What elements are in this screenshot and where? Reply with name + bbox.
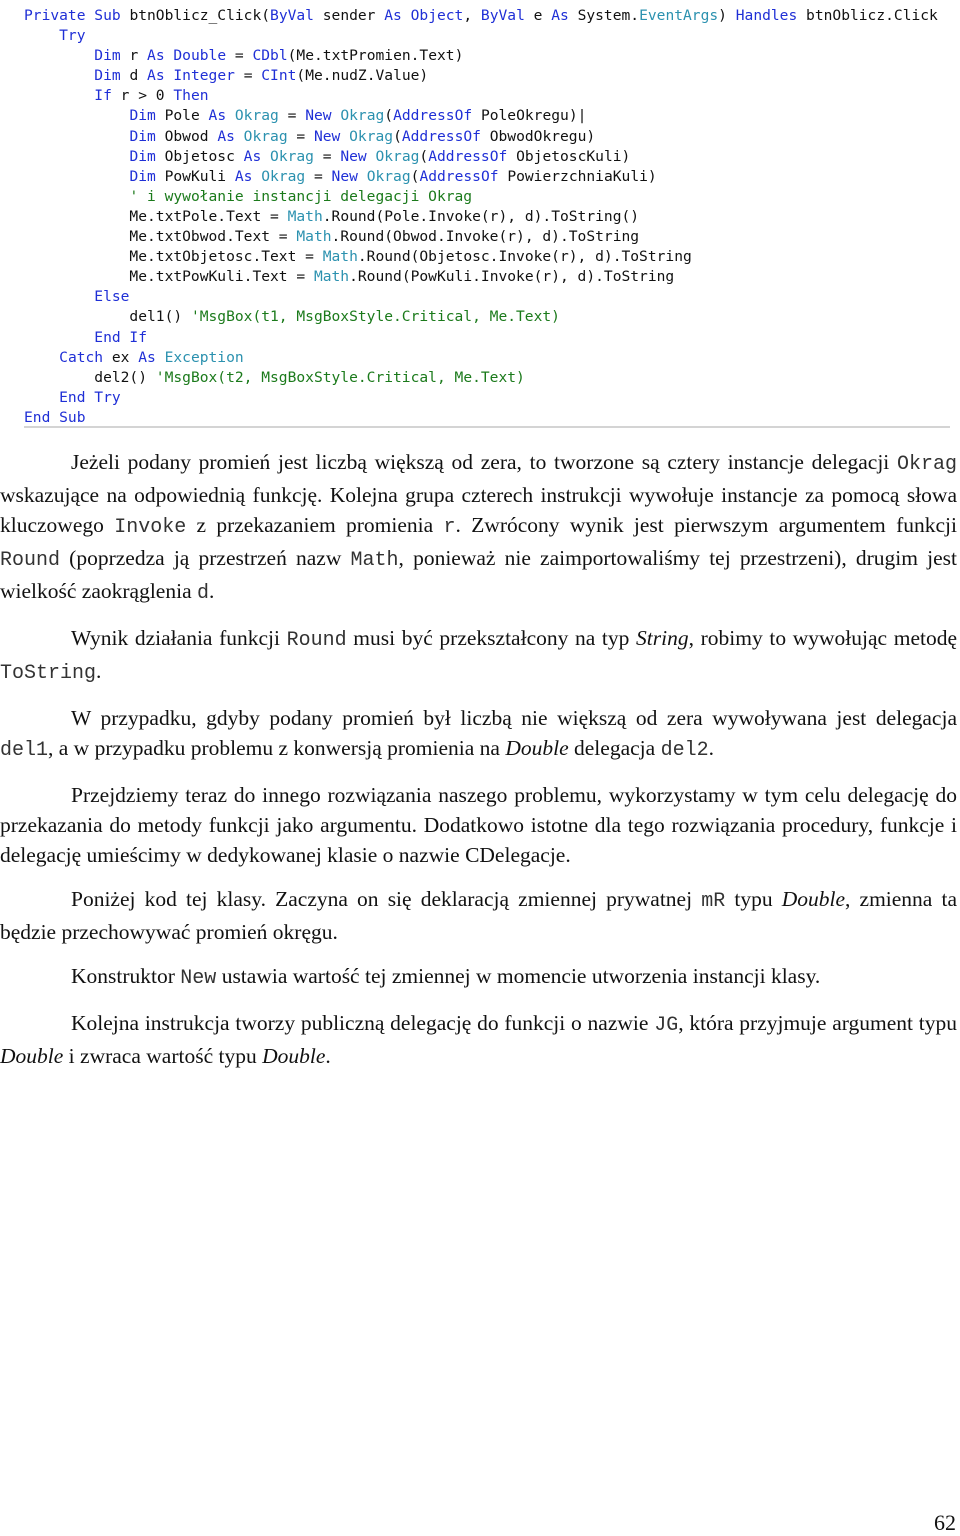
text-run: . — [96, 659, 102, 683]
code-token: ex — [111, 348, 139, 366]
code-token: Try — [24, 27, 86, 45]
inline-code: Okrag — [896, 453, 957, 476]
code-line — [24, 66, 954, 86]
code-token: If — [94, 87, 121, 105]
code-line — [24, 328, 954, 348]
code-token: System. — [577, 7, 640, 24]
text-run: , a w przypadku problemu z konwersją promienia na — [48, 736, 506, 760]
paragraph — [0, 961, 957, 994]
code-token: r — [129, 47, 148, 65]
text-run: typu — [725, 887, 782, 911]
text-run: (poprzedza ją przestrzeń nazw — [60, 546, 351, 570]
code-token: Exception — [164, 348, 244, 366]
code-token: As — [217, 127, 244, 145]
code-token: New — [305, 107, 341, 125]
text-run: . — [708, 736, 714, 760]
code-token: Dim — [129, 167, 165, 185]
code-token: sender — [322, 7, 385, 24]
code-token: = — [234, 47, 253, 65]
code-token: d — [129, 67, 148, 85]
code-token: PowKuli — [164, 167, 235, 185]
code-token: = — [322, 147, 341, 165]
code-token: As — [147, 67, 174, 85]
code-token: AddressOf — [428, 147, 517, 165]
code-token: AddressOf — [401, 127, 490, 145]
code-token: Dim — [129, 147, 165, 165]
code-token: Obwod — [164, 127, 218, 145]
code-token: Integer — [173, 67, 244, 85]
code-token: (Me.nudZ.Value) — [296, 67, 429, 85]
text-run: musi być przekształcony na typ — [346, 626, 637, 650]
code-token: .Round(Objetosc.Invoke(r), d).ToString — [357, 248, 692, 266]
code-token: AddressOf — [419, 167, 508, 185]
code-token: Object — [410, 7, 464, 24]
code-token: e — [533, 7, 552, 24]
code-token — [24, 349, 59, 366]
code-line — [24, 187, 954, 207]
paragraph — [0, 703, 957, 766]
code-token: del2() — [24, 368, 156, 386]
inline-code: Invoke — [114, 516, 187, 539]
code-line — [24, 167, 954, 187]
inline-code: Math — [350, 549, 399, 572]
code-token: Okrag — [234, 107, 288, 125]
code-line — [24, 408, 954, 428]
code-token: = — [296, 127, 314, 145]
inline-code: Round — [0, 549, 61, 572]
code-token: Math — [296, 228, 332, 246]
code-token: Math — [313, 268, 350, 286]
code-line — [24, 26, 954, 46]
inline-code: New — [180, 967, 217, 990]
code-token: End If — [24, 328, 148, 346]
code-token: AddressOf — [393, 107, 481, 125]
code-token: ( — [410, 167, 420, 185]
code-token — [24, 107, 129, 124]
code-token: Dim — [94, 67, 130, 85]
page-number: 62 — [934, 1510, 956, 1535]
code-token: As — [138, 348, 165, 366]
text-run: , robimy to wywołując metodę — [688, 626, 958, 650]
inline-code: d — [197, 582, 210, 605]
code-token: .Round(PowKuli.Invoke(r), d).ToString — [349, 268, 675, 286]
paragraph — [0, 447, 957, 609]
code-token: ) — [718, 7, 736, 24]
code-token: As — [208, 107, 235, 125]
code-token: 'MsgBox(t1, MsgBoxStyle.Critical, Me.Text) — [190, 308, 560, 326]
code-divider — [24, 426, 950, 428]
text-run: wskazujące na odpowiednią funkcję. Kolejna grupa czterech instrukcji wywołuje instancje za pomocą słowa kluczowego — [0, 483, 957, 537]
code-token: ' i wywołanie instancji delegacji Okrag — [129, 187, 473, 205]
text-run: . Zwrócony wynik jest pierwszym argumentem funkcji — [455, 513, 957, 537]
code-token: New — [340, 147, 376, 165]
text-run: Poniżej kod tej klasy. Zaczyna on się deklaracją zmiennej prywatnej — [71, 887, 702, 911]
code-token: (Me.txtPromien.Text) — [287, 47, 464, 65]
code-token: PoleOkregu)| — [480, 107, 587, 125]
code-line — [24, 388, 954, 408]
code-token: PowierzchniaKuli) — [507, 167, 657, 185]
code-token: Else — [24, 288, 130, 306]
code-token: Handles — [735, 7, 807, 24]
code-token: = — [243, 67, 262, 85]
code-line — [24, 147, 954, 167]
code-line — [24, 127, 954, 147]
code-line — [24, 86, 954, 106]
code-line — [24, 368, 954, 388]
text-run: Wynik działania funkcji — [71, 626, 287, 650]
code-line — [24, 207, 954, 227]
code-token: r > 0 — [120, 87, 174, 105]
code-token: Private Sub — [24, 7, 130, 24]
code-token: 'MsgBox(t2, MsgBoxStyle.Critical, Me.Text) — [155, 368, 525, 386]
code-token: Okrag — [340, 107, 385, 125]
code-token: = — [287, 107, 306, 125]
text-run: delegacja — [568, 736, 661, 760]
code-token: Okrag — [261, 167, 314, 185]
code-token — [24, 148, 129, 165]
paragraph — [0, 884, 957, 947]
code-token: As — [147, 47, 174, 65]
code-token: ObwodOkregu) — [489, 127, 596, 145]
text-run: . — [209, 579, 215, 603]
code-token: Objetosc — [164, 147, 244, 165]
code-token: .Round(Pole.Invoke(r), d).ToString() — [322, 207, 640, 225]
code-token: Double — [173, 47, 235, 65]
code-token: btnOblicz_Click( — [129, 7, 271, 24]
code-token: Okrag — [366, 167, 411, 185]
text-run: . — [325, 1044, 331, 1068]
text-run: Jeżeli podany promień jest liczbą większą od zera, to tworzone są cztery instancje delegacji — [71, 450, 897, 474]
code-line — [24, 6, 954, 26]
code-token: Me.txtObjetosc.Text = — [24, 248, 323, 266]
paragraph — [0, 1008, 957, 1071]
code-token: As — [234, 167, 262, 185]
code-line — [24, 267, 954, 287]
code-token: Okrag — [375, 147, 420, 165]
inline-code: del2 — [660, 739, 709, 762]
inline-code: del1 — [0, 739, 49, 762]
code-token: ( — [384, 107, 394, 125]
code-line — [24, 106, 954, 126]
code-token: ( — [393, 127, 402, 145]
italic-term: String — [636, 626, 689, 650]
code-token — [24, 188, 129, 205]
code-token: EventArgs — [639, 7, 719, 24]
code-token: CInt — [261, 67, 297, 85]
italic-term: Double — [0, 1044, 64, 1068]
code-token: End Try — [24, 388, 121, 406]
text-run: , zmienna ta będzie przechowywać promień okręgu. — [0, 887, 957, 944]
code-token: .Round(Obwod.Invoke(r), d).ToString — [331, 228, 640, 246]
code-token: ObjetoscKuli) — [516, 147, 631, 165]
code-token: btnOblicz.Click — [806, 7, 938, 24]
code-token: Me.txtObwod.Text = — [24, 228, 297, 246]
inline-code: JG — [654, 1014, 679, 1037]
paragraph — [0, 780, 957, 870]
inline-code: Round — [286, 629, 347, 652]
code-token: As — [551, 7, 578, 24]
text-run: z przekazaniem promienia — [186, 513, 444, 537]
code-line — [24, 46, 954, 66]
code-token: Me.txtPole.Text = — [24, 207, 288, 225]
inline-code: ToString — [0, 662, 97, 685]
code-token: Math — [322, 248, 358, 266]
code-token — [24, 128, 129, 145]
text-run: Przejdziemy teraz do innego rozwiązania naszego problemu, wykorzystamy w tym celu delegację do przekazania do metody funkcji jako argumentu. Dodatkowo istotne dla tego rozwiązania procedury, funkcje i delegację umieścimy w dedykowanej klasie o nazwie CDelegacje. — [0, 783, 957, 867]
code-token — [24, 87, 94, 104]
code-line — [24, 247, 954, 267]
code-line — [24, 227, 954, 247]
code-token: Dim — [94, 47, 130, 65]
text-run: i zwraca wartość typu — [63, 1044, 263, 1068]
text-run: , która przyjmuje argument typu — [678, 1011, 957, 1035]
code-token: CDbl — [252, 47, 288, 65]
code-token: Okrag — [270, 147, 323, 165]
text-run: Kolejna instrukcja tworzy publiczną delegację do funkcji o nazwie — [71, 1011, 655, 1035]
code-token: , — [463, 7, 481, 24]
code-token: Okrag — [349, 127, 394, 145]
code-token: End Sub — [24, 408, 86, 426]
italic-term: Double — [781, 887, 846, 911]
inline-code: mR — [701, 890, 726, 913]
code-token: Me.txtPowKuli.Text = — [24, 268, 314, 286]
code-line — [24, 307, 954, 327]
code-line — [24, 348, 954, 368]
paragraph — [0, 623, 957, 689]
code-token: ByVal — [480, 7, 534, 24]
code-token: As — [243, 147, 271, 165]
code-token: New — [313, 127, 350, 145]
body-text — [0, 447, 957, 1071]
code-token: New — [331, 167, 367, 185]
code-token: = — [313, 167, 332, 185]
code-listing — [24, 6, 954, 428]
code-token — [24, 47, 94, 64]
code-token: ByVal — [270, 7, 323, 24]
code-token: Then — [173, 87, 209, 105]
code-token: Pole — [164, 107, 209, 125]
inline-code: r — [443, 516, 456, 539]
code-token: Dim — [129, 127, 165, 145]
text-run: W przypadku, gdyby podany promień był liczbą nie większą od zera wywoływana jest delegacja — [71, 706, 957, 730]
code-token: del1() — [24, 308, 191, 326]
code-token: As — [384, 7, 411, 24]
code-token — [24, 67, 94, 84]
italic-term: Double — [262, 1044, 326, 1068]
code-token — [24, 168, 129, 185]
code-token: Math — [287, 207, 323, 225]
text-run: Konstruktor — [71, 964, 181, 988]
code-line — [24, 287, 954, 307]
text-run: ustawia wartość tej zmiennej w momencie utworzenia instancji klasy. — [216, 964, 821, 988]
code-token: ( — [419, 147, 429, 165]
code-token: Okrag — [243, 127, 297, 145]
text-run: , ponieważ nie zaimportowaliśmy tej przestrzeni), drugim jest wielkość zaokrąglenia — [0, 546, 957, 603]
italic-term: Double — [505, 736, 569, 760]
code-token: Dim — [129, 107, 165, 125]
code-token: Catch — [59, 348, 112, 366]
